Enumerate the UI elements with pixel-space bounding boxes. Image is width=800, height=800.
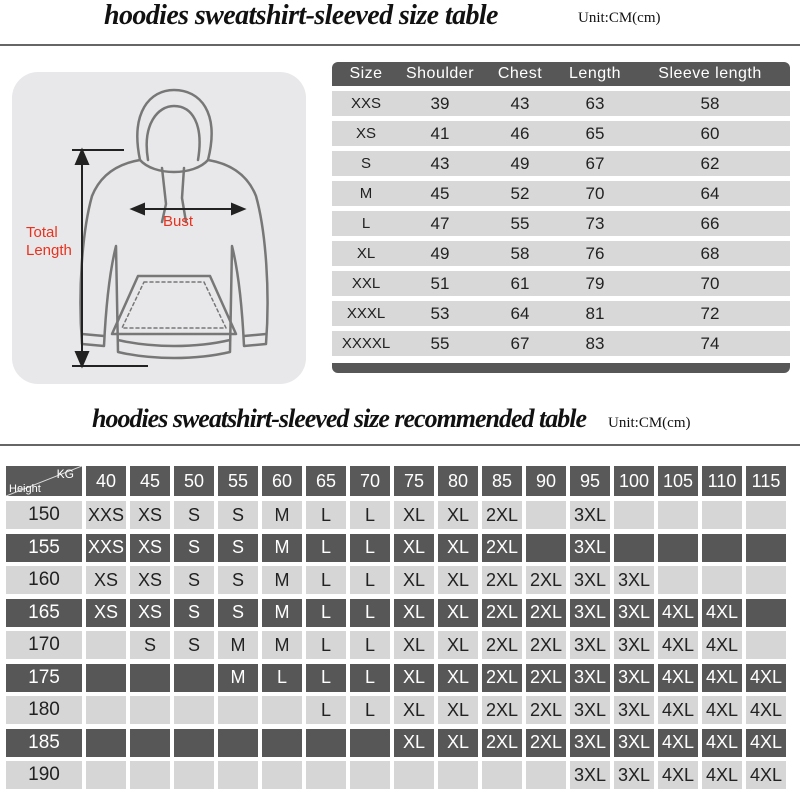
size-recommend-cell: XL (438, 631, 478, 659)
size-recommend-cell (526, 761, 566, 789)
size-recommend-cell (614, 501, 654, 529)
size-recommend-cell: L (262, 664, 302, 692)
total-length-label (26, 224, 72, 260)
size-recommend-cell: 4XL (746, 761, 786, 789)
size-recommend-cell: 4XL (746, 664, 786, 692)
size-recommend-cell: L (350, 664, 390, 692)
size-recommend-cell (130, 761, 170, 789)
size-recommend-cell: L (350, 631, 390, 659)
size-recommend-cell (614, 534, 654, 562)
size-recommend-cell: 4XL (658, 761, 698, 789)
size-cell-sleeve-length: 64 (700, 183, 720, 203)
size-recommend-cell: XL (394, 729, 434, 757)
size-cell-sleeve-length: 72 (700, 303, 720, 323)
size-recommend-cell (658, 534, 698, 562)
size-recommend-cell: XL (438, 534, 478, 562)
kg-header: 110 (702, 466, 742, 496)
size-recommend-cell: 2XL (482, 566, 522, 594)
hoodie-diagram (12, 72, 306, 384)
size-recommend-cell (130, 664, 170, 692)
total-length-label-line2: Length (26, 242, 72, 259)
kg-header: 100 (614, 466, 654, 496)
size-recommend-cell: S (174, 501, 214, 529)
size-recommend-cell (86, 664, 126, 692)
size-recommend-cell (86, 696, 126, 724)
size-cell-chest: 43 (510, 93, 530, 113)
size-recommend-cell: XS (86, 566, 126, 594)
size-cell-length: 79 (585, 273, 605, 293)
size-recommend-cell: 4XL (702, 696, 742, 724)
size-recommend-cell (482, 761, 522, 789)
size-cell-shoulder: 55 (430, 333, 450, 353)
size-recommend-cell (746, 599, 786, 627)
size-recommend-cell (130, 729, 170, 757)
size-recommend-cell: S (130, 631, 170, 659)
size-recommend-cell: 3XL (570, 664, 610, 692)
size-cell-length: 83 (585, 333, 605, 353)
header-shoulder: Shoulder (405, 65, 475, 82)
size-recommend-cell (174, 696, 214, 724)
size-cell-shoulder: 51 (430, 273, 450, 293)
size-recommend-cell: 2XL (526, 696, 566, 724)
size-cell-chest: 49 (510, 153, 530, 173)
size-recommend-cell: 2XL (526, 566, 566, 594)
size-recommend-cell: XL (438, 664, 478, 692)
size-recommend-cell: L (350, 696, 390, 724)
kg-header: 80 (438, 466, 478, 496)
size-recommend-cell: 3XL (614, 664, 654, 692)
header-size: Size (349, 65, 383, 82)
size-recommend-cell: XL (394, 664, 434, 692)
kg-header: 55 (218, 466, 258, 496)
size-recommend-cell (218, 696, 258, 724)
size-row (332, 241, 790, 266)
size-cell-shoulder: 53 (430, 303, 450, 323)
kg-header: 45 (130, 466, 170, 496)
header-chest: Chest (497, 65, 543, 82)
size-recommend-cell: L (350, 599, 390, 627)
kg-header: 95 (570, 466, 610, 496)
size-recommend-cell: S (218, 599, 258, 627)
size-cell-shoulder: 47 (430, 213, 450, 233)
size-recommend-cell: 4XL (702, 761, 742, 789)
size-recommend-cell (174, 761, 214, 789)
size-recommend-cell: 3XL (570, 761, 610, 789)
size-cell-shoulder: 39 (430, 93, 450, 113)
height-label: 190 (6, 761, 82, 789)
size-row (332, 301, 790, 326)
size-recommend-cell: 2XL (482, 729, 522, 757)
size-cell-size: XXS (350, 95, 381, 112)
size-cell-chest: 46 (510, 123, 530, 143)
height-label: 160 (6, 566, 82, 594)
size-table-body (332, 91, 790, 356)
size-recommend-cell (130, 696, 170, 724)
size-recommend-cell (394, 761, 434, 789)
size-cell-sleeve-length: 70 (700, 273, 720, 293)
size-recommend-cell: XS (130, 566, 170, 594)
size-recommend-cell: S (218, 501, 258, 529)
size-recommend-cell: 3XL (614, 696, 654, 724)
kg-header: 115 (746, 466, 786, 496)
size-recommend-cell: 4XL (702, 729, 742, 757)
size-cell-shoulder: 49 (430, 243, 450, 263)
corner-cell (6, 466, 82, 496)
size-recommend-cell: 3XL (570, 534, 610, 562)
size-recommend-cell: S (174, 631, 214, 659)
size-recommend-cell: L (306, 534, 346, 562)
height-label: 165 (6, 599, 82, 627)
size-recommend-cell: 4XL (746, 729, 786, 757)
size-recommend-cell: 2XL (482, 534, 522, 562)
size-recommend-cell: L (306, 631, 346, 659)
size-cell-size: XXXL (346, 305, 386, 322)
divider (0, 444, 800, 446)
height-label: 170 (6, 631, 82, 659)
size-recommend-cell: M (262, 534, 302, 562)
height-label: 185 (6, 729, 82, 757)
size-cell-chest: 64 (510, 303, 530, 323)
size-recommend-cell: 2XL (482, 696, 522, 724)
kg-header: 40 (86, 466, 126, 496)
size-recommend-cell: 4XL (702, 631, 742, 659)
size-cell-length: 67 (585, 153, 605, 173)
size-recommend-cell: M (218, 631, 258, 659)
kg-header: 105 (658, 466, 698, 496)
size-recommend-cell (262, 761, 302, 789)
size-cell-sleeve-length: 58 (700, 93, 720, 113)
kg-header: 85 (482, 466, 522, 496)
header-sleeve-length: Sleeve length (658, 65, 762, 82)
size-recommend-cell: S (174, 534, 214, 562)
size-recommend-cell: 2XL (482, 501, 522, 529)
size-recommend-cell (658, 566, 698, 594)
size-row (332, 181, 790, 206)
size-recommend-cell: 4XL (746, 696, 786, 724)
size-cell-size: XXXXL (341, 335, 391, 352)
size-recommend-cell: 2XL (526, 631, 566, 659)
size-recommend-cell (86, 631, 126, 659)
corner-kg-label: KG (56, 467, 74, 481)
size-recommend-cell: L (350, 566, 390, 594)
size-recommend-cell (218, 729, 258, 757)
size-table-header (332, 62, 790, 86)
size-recommend-cell: M (262, 631, 302, 659)
size-recommend-cell: 3XL (614, 631, 654, 659)
size-recommend-cell: 2XL (482, 631, 522, 659)
size-cell-length: 63 (585, 93, 605, 113)
size-recommend-cell (702, 534, 742, 562)
kg-header: 60 (262, 466, 302, 496)
size-row (332, 151, 790, 176)
size-recommend-cell: 3XL (614, 566, 654, 594)
size-recommend-cell: L (306, 696, 346, 724)
size-recommend-cell: XL (438, 599, 478, 627)
size-recommend-cell (702, 566, 742, 594)
size-recommend-cell: L (306, 501, 346, 529)
size-row (332, 121, 790, 146)
size-recommend-cell: 4XL (658, 631, 698, 659)
size-recommend-cell: L (350, 501, 390, 529)
size-row (332, 91, 790, 116)
size-table-title: hoodies sweatshirt-sleeved size table (104, 0, 498, 31)
size-recommend-cell: XL (394, 599, 434, 627)
size-recommend-cell (438, 761, 478, 789)
size-cell-chest: 61 (510, 273, 530, 293)
size-row (332, 211, 790, 236)
size-recommend-cell: M (262, 566, 302, 594)
size-recommend-cell (262, 696, 302, 724)
size-table-unit: Unit:CM(cm) (578, 10, 661, 26)
size-recommend-cell: 2XL (482, 599, 522, 627)
size-recommend-cell: S (174, 566, 214, 594)
size-recommend-cell (526, 501, 566, 529)
size-recommend-cell: XL (438, 566, 478, 594)
size-cell-sleeve-length: 60 (700, 123, 720, 143)
size-recommend-cell: 4XL (658, 664, 698, 692)
size-recommend-cell: 4XL (658, 599, 698, 627)
size-recommend-cell: L (306, 566, 346, 594)
size-recommend-cell: M (218, 664, 258, 692)
size-recommend-cell (174, 664, 214, 692)
size-cell-size: XXL (351, 275, 381, 292)
size-row (332, 331, 790, 356)
size-recommend-cell: XL (394, 566, 434, 594)
size-row (332, 271, 790, 296)
size-recommend-cell (174, 729, 214, 757)
height-label: 180 (6, 696, 82, 724)
size-recommend-cell: XXS (86, 534, 126, 562)
recommend-table-title: hoodies sweatshirt-sleeved size recommended table (92, 404, 587, 433)
size-cell-size: M (359, 185, 373, 202)
size-cell-shoulder: 45 (430, 183, 450, 203)
size-recommend-cell: 2XL (526, 599, 566, 627)
size-table-footer-bar (332, 363, 790, 373)
size-recommend-cell: XL (394, 534, 434, 562)
size-recommend-cell: M (262, 501, 302, 529)
size-recommend-cell (86, 729, 126, 757)
size-recommend-cell (306, 729, 346, 757)
size-cell-length: 73 (585, 213, 605, 233)
size-cell-length: 76 (585, 243, 605, 263)
height-label: 155 (6, 534, 82, 562)
size-recommend-cell (746, 631, 786, 659)
size-table (332, 62, 790, 373)
size-recommend-cell: 3XL (614, 761, 654, 789)
size-recommend-cell (350, 761, 390, 789)
size-recommend-cell (746, 501, 786, 529)
size-recommend-cell (86, 761, 126, 789)
size-recommend-cell: XL (394, 696, 434, 724)
size-recommend-cell: 3XL (570, 729, 610, 757)
size-cell-sleeve-length: 66 (700, 213, 720, 233)
size-recommend-cell: S (218, 534, 258, 562)
divider (0, 44, 800, 46)
size-recommend-cell: S (218, 566, 258, 594)
size-recommend-cell: XXS (86, 501, 126, 529)
kg-header: 90 (526, 466, 566, 496)
size-recommend-cell: S (174, 599, 214, 627)
size-recommend-cell: 2XL (482, 664, 522, 692)
size-cell-chest: 52 (510, 183, 530, 203)
size-recommend-cell: XS (130, 534, 170, 562)
size-recommend-cell: 2XL (526, 664, 566, 692)
size-recommend-cell: XL (438, 501, 478, 529)
size-recommend-cell (526, 534, 566, 562)
size-recommend-cell: XS (130, 501, 170, 529)
size-cell-length: 81 (585, 303, 605, 323)
size-recommend-cell (306, 761, 346, 789)
size-cell-size: XL (356, 245, 376, 262)
size-recommend-cell: L (306, 599, 346, 627)
size-recommend-cell: 2XL (526, 729, 566, 757)
size-cell-shoulder: 41 (430, 123, 450, 143)
size-recommend-cell: 3XL (570, 631, 610, 659)
kg-header: 75 (394, 466, 434, 496)
kg-header: 65 (306, 466, 346, 496)
bust-label: Bust (163, 213, 194, 230)
corner-height-label: Height (9, 483, 41, 495)
size-cell-shoulder: 43 (430, 153, 450, 173)
size-cell-sleeve-length: 68 (700, 243, 720, 263)
total-length-label-line1: Total (26, 224, 58, 241)
size-cell-size: S (360, 155, 371, 172)
size-recommend-cell (262, 729, 302, 757)
height-label: 175 (6, 664, 82, 692)
size-recommend-cell: XS (130, 599, 170, 627)
size-recommend-cell: 4XL (658, 696, 698, 724)
recommend-table-unit: Unit:CM(cm) (608, 415, 691, 431)
size-recommend-cell: XS (86, 599, 126, 627)
size-recommend-cell: XL (394, 631, 434, 659)
size-recommend-cell: 3XL (614, 729, 654, 757)
size-recommend-cell: 3XL (570, 501, 610, 529)
size-recommend-cell: L (350, 534, 390, 562)
size-cell-size: XS (355, 125, 376, 142)
height-label: 150 (6, 501, 82, 529)
kg-header: 50 (174, 466, 214, 496)
size-recommend-cell: 3XL (614, 599, 654, 627)
size-cell-size: L (361, 215, 371, 232)
size-recommend-cell: M (262, 599, 302, 627)
size-recommend-cell (746, 566, 786, 594)
size-cell-chest: 67 (510, 333, 530, 353)
size-recommend-cell: 3XL (570, 566, 610, 594)
size-cell-sleeve-length: 74 (700, 333, 720, 353)
size-recommend-cell: 3XL (570, 599, 610, 627)
size-recommend-cell: 3XL (570, 696, 610, 724)
size-cell-length: 65 (585, 123, 605, 143)
size-recommend-cell: XL (438, 729, 478, 757)
size-recommend-cell (218, 761, 258, 789)
size-cell-chest: 58 (510, 243, 530, 263)
size-recommend-cell: XL (394, 501, 434, 529)
size-recommend-cell: 4XL (658, 729, 698, 757)
size-recommend-cell (702, 501, 742, 529)
size-recommend-cell: 4XL (702, 664, 742, 692)
size-cell-length: 70 (585, 183, 605, 203)
size-recommend-cell (350, 729, 390, 757)
size-recommend-cell: 4XL (702, 599, 742, 627)
size-cell-chest: 55 (510, 213, 530, 233)
kg-header: 70 (350, 466, 390, 496)
size-recommend-cell (746, 534, 786, 562)
size-recommend-cell: XL (438, 696, 478, 724)
header-length: Length (569, 65, 621, 82)
size-recommend-cell: L (306, 664, 346, 692)
size-cell-sleeve-length: 62 (700, 153, 720, 173)
size-recommend-cell (658, 501, 698, 529)
